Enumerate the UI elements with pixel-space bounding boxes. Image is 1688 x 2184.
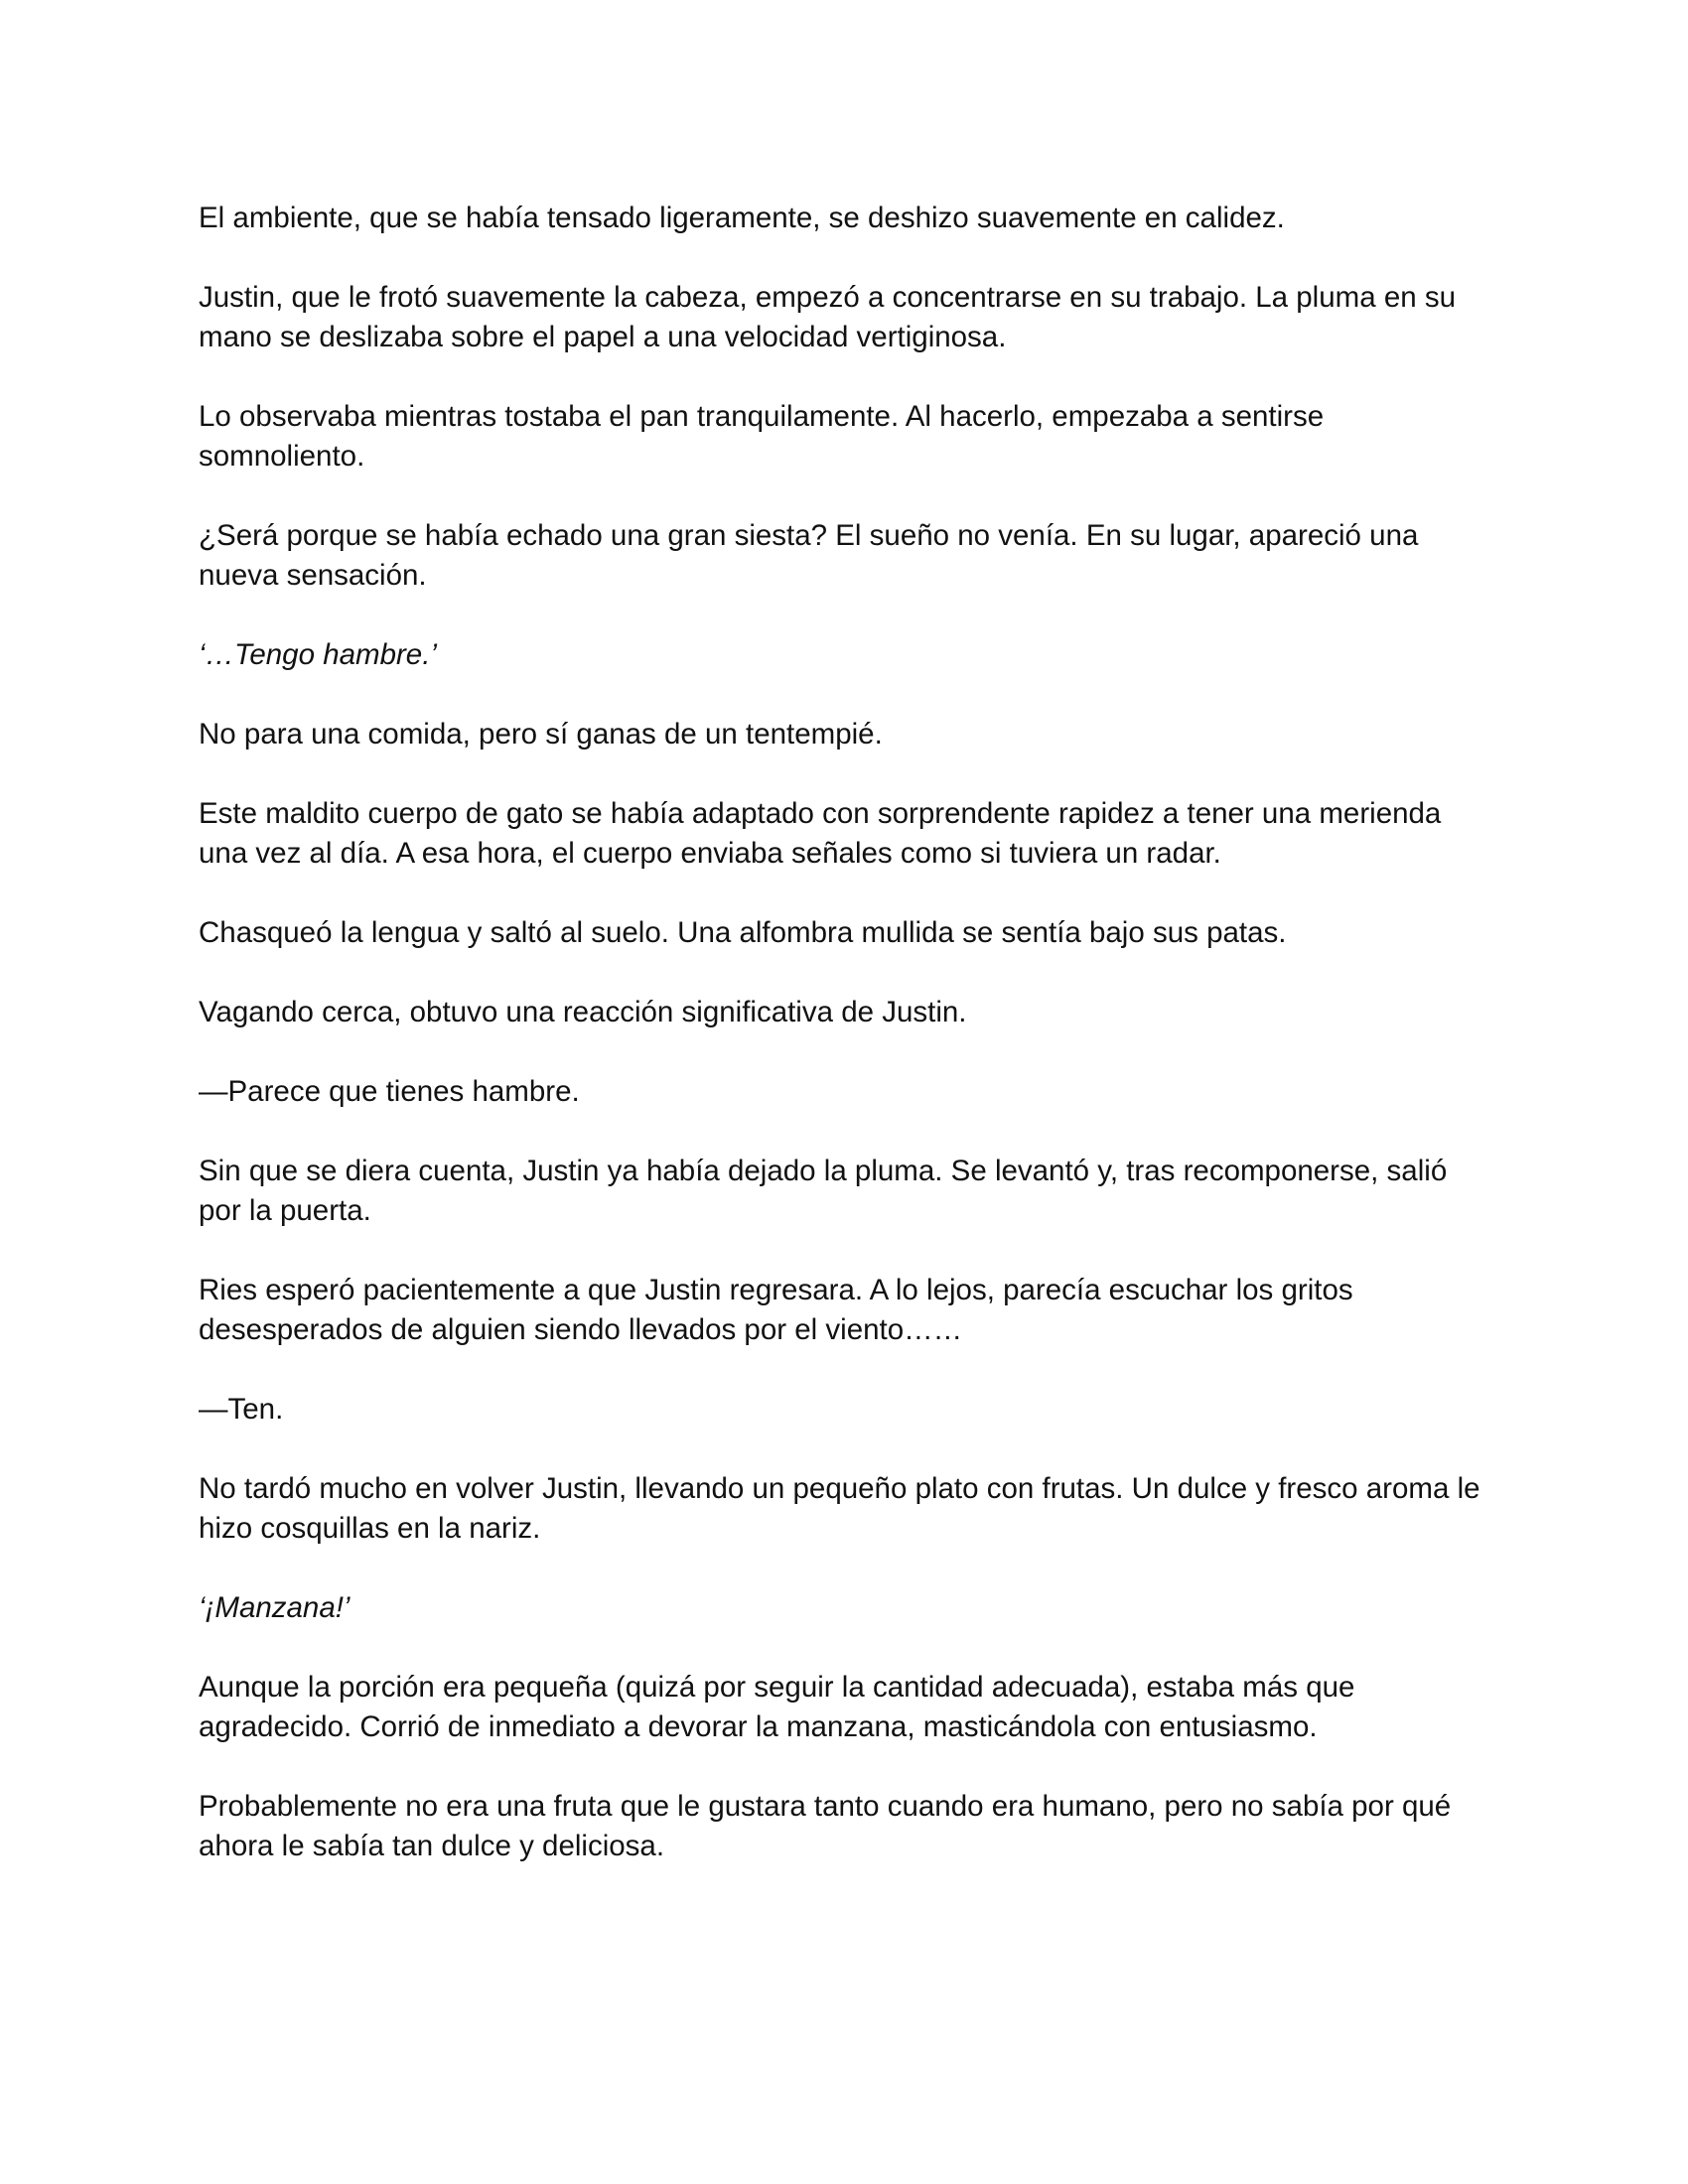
paragraph-9: Vagando cerca, obtuvo una reacción significativa de Justin. (199, 996, 967, 1028)
paragraph-12: Ries esperó pacientemente a que Justin regresara. A lo lejos, parecía escuchar los gritos desesperados de alguien siendo llevados por el viento…… (199, 1274, 1353, 1346)
paragraph-6: No para una comida, pero sí ganas de un tentempié. (199, 718, 883, 751)
paragraph-1: El ambiente, que se había tensado ligeramente, se deshizo suavemente en calidez. (199, 202, 1285, 234)
paragraph-4: ¿Será porque se había echado una gran siesta? El sueño no venía. En su lugar, apareció una nueva sensación. (199, 519, 1419, 592)
paragraph-11: Sin que se diera cuenta, Justin ya había dejado la pluma. Se levantó y, tras recomponerse, salió por la puerta. (199, 1155, 1448, 1227)
document-page (199, 199, 1489, 1906)
paragraph-14: No tardó mucho en volver Justin, llevando un pequeño plato con frutas. Un dulce y fresco aroma le hizo cosquillas en la nariz. (199, 1472, 1480, 1545)
paragraph-15-thought: ‘¡Manzana!’ (199, 1591, 351, 1624)
paragraph-3: Lo observaba mientras tostaba el pan tranquilamente. Al hacerlo, empezaba a sentirse somnoliento. (199, 400, 1325, 473)
paragraph-8: Chasqueó la lengua y saltó al suelo. Una alfombra mullida se sentía bajo sus patas. (199, 916, 1287, 949)
paragraph-16: Aunque la porción era pequeña (quizá por seguir la cantidad adecuada), estaba más que agradecido. Corrió de inmediato a devorar la manzana, masticándola con entusiasmo. (199, 1671, 1355, 1743)
paragraph-2: Justin, que le frotó suavemente la cabeza, empezó a concentrarse en su trabajo. La pluma en su mano se deslizaba sobre el papel a una velocidad vertiginosa. (199, 281, 1456, 353)
paragraph-10-dialogue: —Parece que tienes hambre. (199, 1075, 580, 1108)
paragraph-5-thought: ‘…Tengo hambre.’ (199, 638, 437, 671)
paragraph-17: Probablemente no era una fruta que le gustara tanto cuando era humano, pero no sabía por qué ahora le sabía tan dulce y deliciosa. (199, 1790, 1452, 1862)
paragraph-13-dialogue: —Ten. (199, 1393, 284, 1426)
paragraph-7: Este maldito cuerpo de gato se había adaptado con sorprendente rapidez a tener una merienda una vez al día. A esa hora, el cuerpo enviaba señales como si tuviera un radar. (199, 797, 1442, 870)
